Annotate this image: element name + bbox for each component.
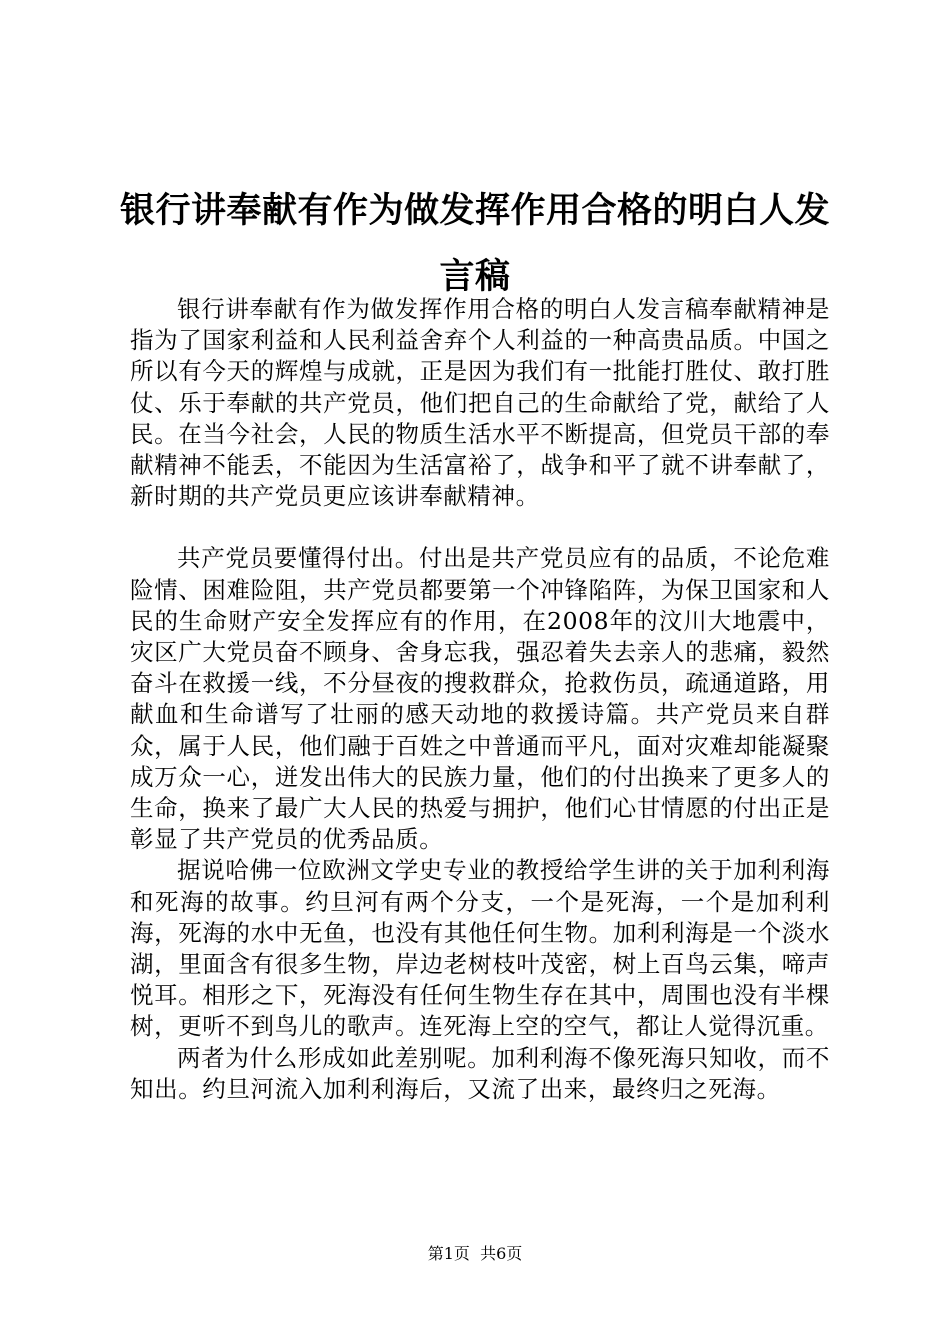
page-number-current: 第1页 xyxy=(427,1244,470,1263)
document-body xyxy=(130,294,830,1105)
footer-separator xyxy=(470,1244,480,1263)
document-title: 银行讲奉献有作为做发挥作用合格的明白人发言稿 xyxy=(120,191,831,297)
page-number-total: 共6页 xyxy=(480,1244,523,1263)
paragraph-story: 据说哈佛一位欧洲文学史专业的教授给学生讲的关于加利利海和死海的故事。约旦河有两个分支，一个是死海，一个是加利利海，死海的水中无鱼，也没有其他任何生物。加利利海是一个淡水湖，里面含有很多生物，岸边老树枝叶茂密，树上百鸟云集，啼声悦耳。相形之下，死海没有任何生物生存在其中，周围也没有半棵树，更听不到鸟儿的歌声。连死海上空的空气，都让人觉得沉重。 xyxy=(130,856,830,1041)
page-footer xyxy=(0,1244,950,1264)
paragraph-intro: 银行讲奉献有作为做发挥作用合格的明白人发言稿奉献精神是指为了国家利益和人民利益舍弃个人利益的一种高贵品质。中国之所以有今天的辉煌与成就，正是因为我们有一批能打胜仗、敢打胜仗、乐于奉献的共产党员，他们把自己的生命献给了党，献给了人民。在当今社会，人民的物质生活水平不断提高，但党员干部的奉献精神不能丢，不能因为生活富裕了，战争和平了就不讲奉献了，新时期的共产党员更应该讲奉献精神。 xyxy=(130,295,830,511)
paragraph-dedication: 共产党员要懂得付出。付出是共产党员应有的品质，不论危难险情、困难险阻，共产党员都要第一个冲锋陷阵，为保卫国家和人民的生命财产安全发挥应有的作用，在2008年的汶川大地震中，灾区广大党员奋不顾身、舍身忘我，强忍着失去亲人的悲痛，毅然奋斗在救援一线，不分昼夜的搜救群众，抢救伤员，疏通道路，用献血和生命谱写了壮丽的感天动地的救援诗篇。共产党员来自群众，属于人民，他们融于百姓之中普通而平凡，面对灾难却能凝聚成万众一心，迸发出伟大的民族力量，他们的付出换来了更多人的生命，换来了最广大人民的热爱与拥护，他们心甘情愿的付出正是彰显了共产党员的优秀品质。 xyxy=(130,544,830,854)
paragraph-contrast: 两者为什么形成如此差别呢。加利利海不像死海只知收，而不知出。约旦河流入加利利海后，又流了出来，最终归之死海。 xyxy=(130,1043,830,1103)
